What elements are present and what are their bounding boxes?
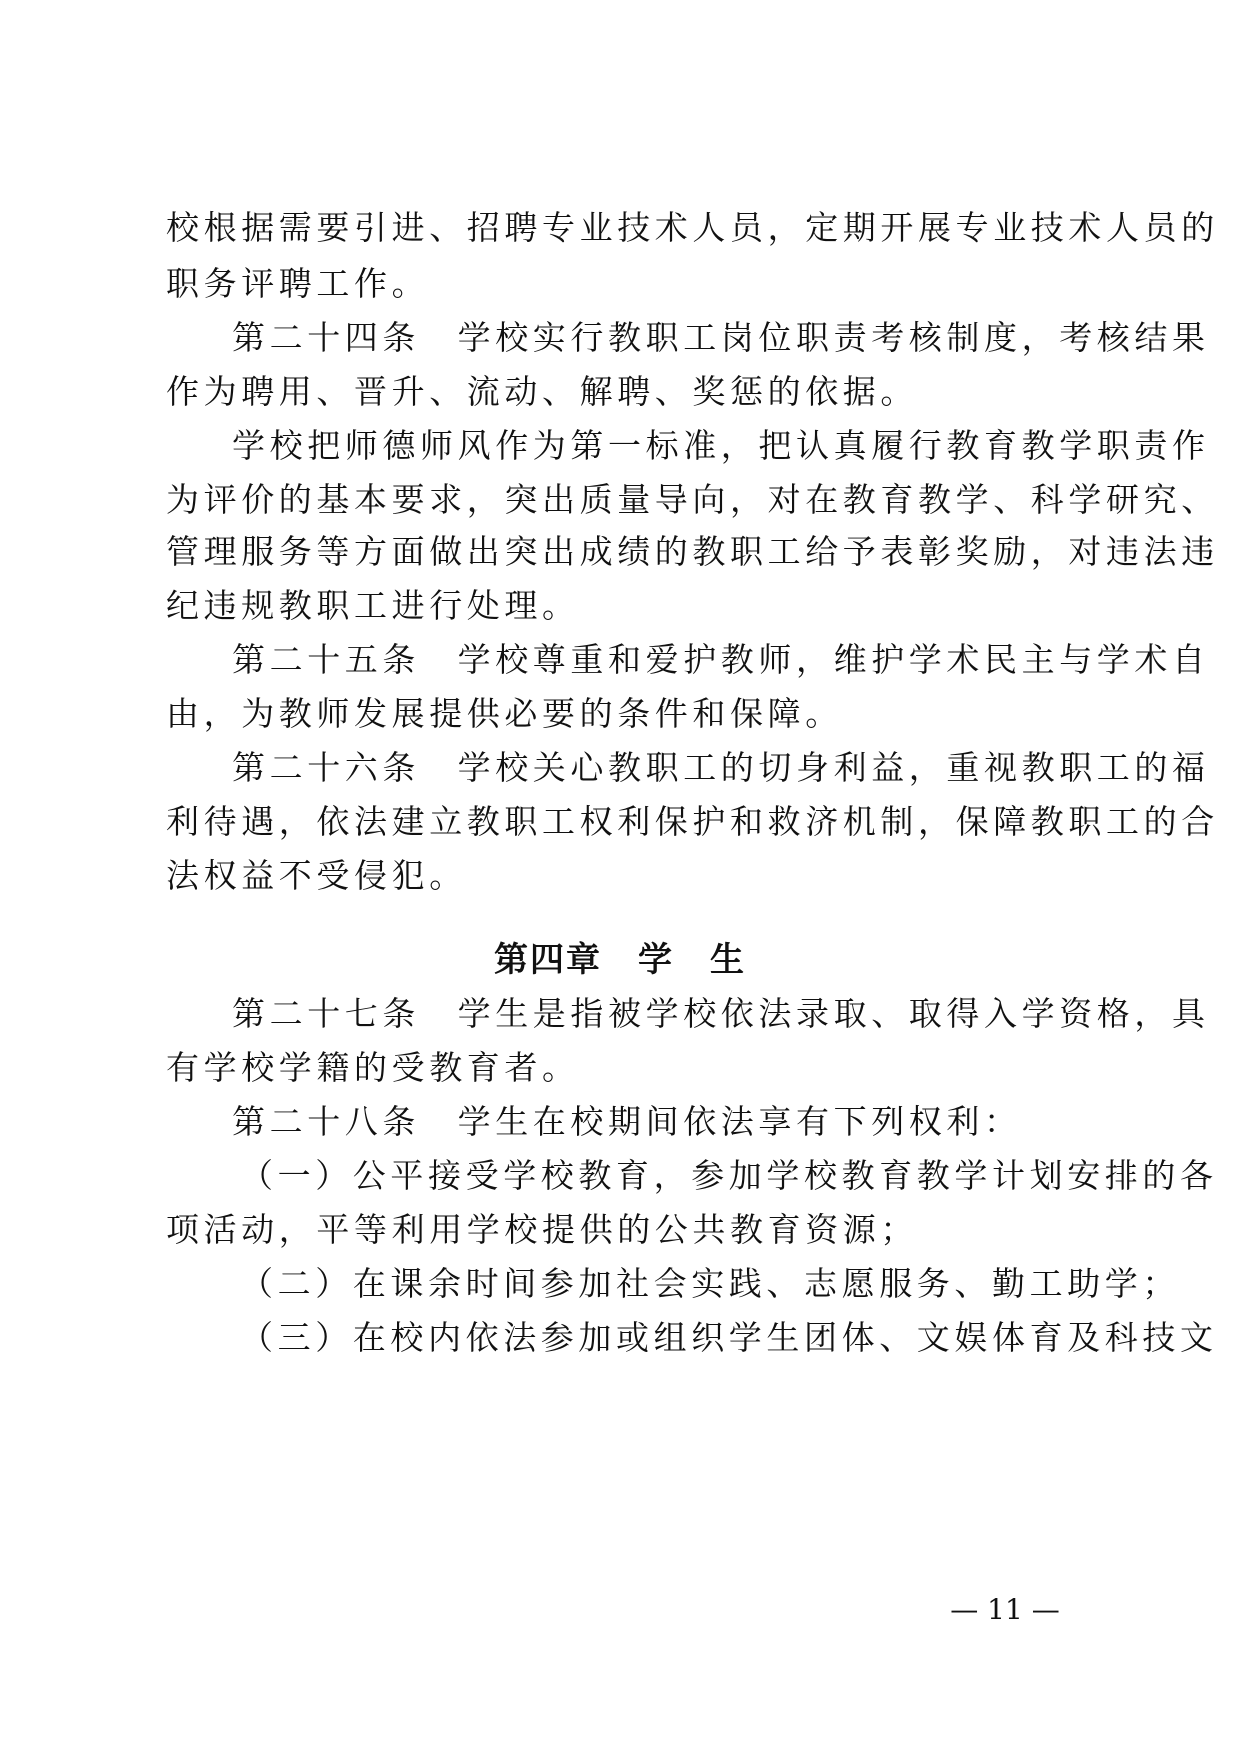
article-24-line: 第二十四条 学校实行教职工岗位职责考核制度，考核结果 — [232, 318, 1210, 357]
text-line: 管理服务等方面做出突出成绩的教职工给予表彰奖励，对违法违 — [166, 532, 1219, 571]
text-line: 由，为教师发展提供必要的条件和保障。 — [166, 694, 843, 733]
text-line: 为评价的基本要求，突出质量导向，对在教育教学、科学研究、 — [166, 480, 1219, 519]
list-item: （三）在校内依法参加或组织学生团体、文娱体育及科技文 — [240, 1318, 1218, 1357]
article-26-line: 第二十六条 学校关心教职工的切身利益，重视教职工的福 — [232, 748, 1210, 787]
text-line: 利待遇，依法建立教职工权利保护和救济机制，保障教职工的合 — [166, 802, 1219, 841]
chapter-title: 第四章 学 生 — [494, 940, 746, 980]
text-line: 校根据需要引进、招聘专业技术人员，定期开展专业技术人员的 — [166, 208, 1219, 247]
article-28-line: 第二十八条 学生在校期间依法享有下列权利： — [232, 1102, 1022, 1141]
text-line: 项活动，平等利用学校提供的公共教育资源； — [166, 1210, 918, 1249]
text-line: 作为聘用、晋升、流动、解聘、奖惩的依据。 — [166, 372, 918, 411]
text-line: 学校把师德师风作为第一标准，把认真履行教育教学职责作 — [232, 426, 1210, 465]
list-item: （二）在课余时间参加社会实践、志愿服务、勤工助学； — [240, 1264, 1180, 1303]
article-25-line: 第二十五条 学校尊重和爱护教师，维护学术民主与学术自 — [232, 640, 1210, 679]
list-item: （一）公平接受学校教育，参加学校教育教学计划安排的各 — [240, 1156, 1218, 1195]
text-line: 职务评聘工作。 — [166, 264, 430, 303]
article-27-line: 第二十七条 学生是指被学校依法录取、取得入学资格，具 — [232, 994, 1210, 1033]
text-line: 法权益不受侵犯。 — [166, 856, 467, 895]
page-number: — 11 — — [950, 1593, 1060, 1626]
text-line: 纪违规教职工进行处理。 — [166, 586, 580, 625]
text-line: 有学校学籍的受教育者。 — [166, 1048, 580, 1087]
